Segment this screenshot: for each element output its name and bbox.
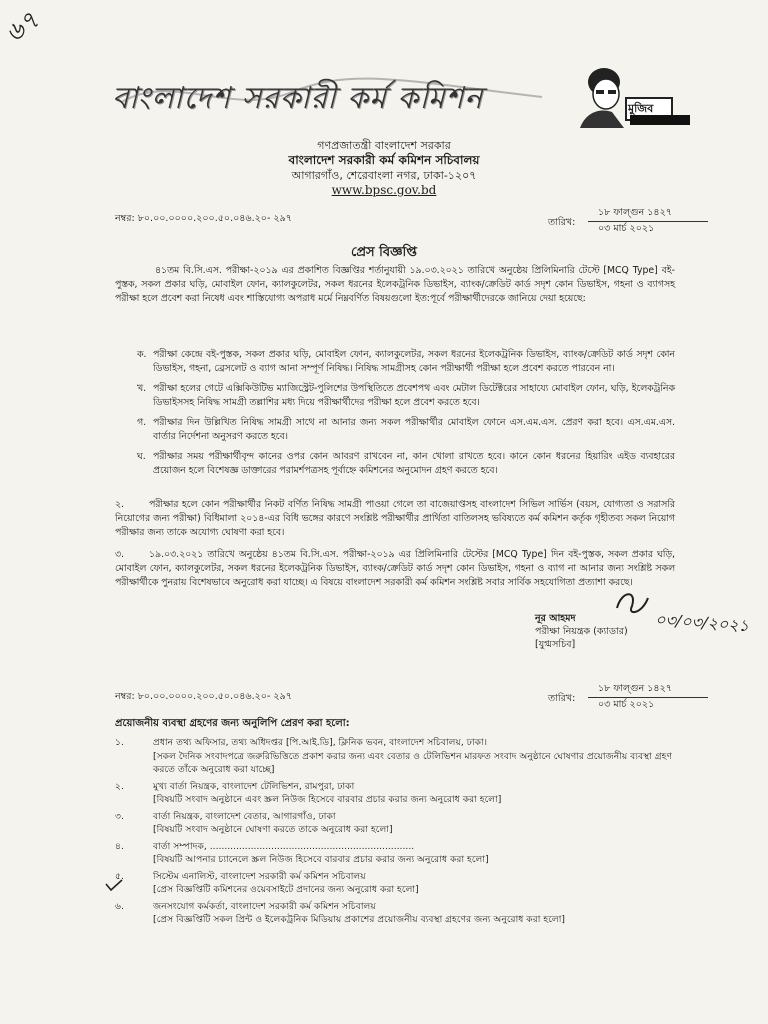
commission-banner <box>112 62 552 124</box>
cc-item <box>115 840 675 867</box>
document-title: প্রেস বিজ্ঞপ্তি <box>351 245 417 260</box>
banner-text: বাংলাদেশ সরকারী কর্ম কমিশন <box>112 81 484 116</box>
signatory-designation: পরীক্ষা নিয়ন্ত্রক (ক্যাডার) <box>535 626 628 637</box>
cc-number: ৬. <box>115 900 124 912</box>
cc-item <box>115 870 675 897</box>
restriction-list <box>115 348 675 478</box>
para-text: ১৯.০৩.২০২১ তারিখে অনুষ্ঠেয় ৪১তম বি.সি.এস. পরীক্ষা-২০১৯ এর প্রিলিমিনারি টেস্টের [MCQ Type] দিন বই-পুস্তক, সকল প্রকার ঘড়ি, মোবাইল ফোন, ক্যালকুলেটর, সকল ধরনের ইলেকট্রনিক ডিভাইস, ব্যাংক/ক্রেডিট কার্ড সদৃশ কোন ডিভাইস, গহনা ও ব্যাগ না আনার জন্য সংশ্লিষ্ট সকল পরীক্ষার্থীকে পুনরায় বিশেষভাবে অনুরোধ করা যাচ্ছে। এ বিষয়ে বাংলাদেশ সরকারী কর্ম কমিশন সংশ্লিষ্ট সবার সার্বিক সহযোগিতা প্রত্যাশা করছে। <box>115 549 675 588</box>
mujib-logo <box>572 60 692 130</box>
cc-item <box>115 780 675 807</box>
date-block <box>548 206 708 237</box>
list-item <box>115 416 675 444</box>
website-link[interactable]: www.bpsc.gov.bd <box>331 183 437 197</box>
date-block-2 <box>548 682 708 713</box>
date-english: ০৩ মার্চ ২০২১ <box>598 223 655 234</box>
cc-note: [সকল দৈনিক সংবাদপত্রে জরুরিভিত্তিতে প্রকাশ করার জন্য এবং বেতার ও টেলিভিশন মারফত সংবাদ অনুষ্ঠানে ঘোষণার প্রয়োজনীয় ব্যবস্থা গ্রহণ করতে তাঁকে অনুরোধ করা যাচ্ছে] <box>153 750 673 775</box>
cc-list <box>115 736 675 927</box>
signatory-rank: [যুগ্মসচিব] <box>535 639 576 650</box>
cc-item <box>115 736 675 777</box>
para-marker: ৩. <box>115 549 124 560</box>
cc-number: ৫. <box>115 870 124 882</box>
item-text: পরীক্ষা হলের গেটে এক্সিকিউটিভ ম্যাজিস্ট্রেট-পুলিশের উপস্থিতিতে প্রবেশপথ এবং মেটাল ডিটেক্টরের সাহায্যে মোবাইল ফোন, ঘড়ি, ইলেকট্রনিক ডিভাইসসহ নিষিদ্ধ সামগ্রী তল্লাশির মধ্য দিয়ে পরীক্ষার্থীদের পরীক্ষা হলে প্রবেশ করতে হবে। <box>153 383 675 408</box>
cc-number: ৩. <box>115 810 124 822</box>
cc-note: [বিষয়টি আপনার চ্যানেলে স্ক্রল নিউজ হিসেবে বারবার প্রচার করার জন্য অনুরোধ করা হলো] <box>153 854 489 865</box>
cc-note: [বিষয়টি সংবাদ অনুষ্ঠানে এবং স্ক্রল নিউজ হিসেবে বারবার প্রচার করার জন্য অনুরোধ করা হলো] <box>153 794 502 805</box>
para-marker: ২. <box>115 499 124 510</box>
date-bangla: ১৮ ফাল্গুন ১৪২৭ <box>598 207 672 218</box>
cc-item <box>115 810 675 837</box>
date-english: ০৩ মার্চ ২০২১ <box>598 699 655 710</box>
date-label: তারিখ: <box>548 693 576 704</box>
item-text: পরীক্ষার সময় পরীক্ষার্থীবৃন্দ কানের ওপর কোন আবরণ রাখবেন না, কান খোলা রাখতে হবে। কানে কোন ধরনের হিয়ারিং এইড ব্যবহারের প্রয়োজন হলে বিশেষজ্ঞ ডাক্তারের পরামর্শপত্রসহ পূর্বাহ্নে কমিশনের অনুমোদন গ্রহণ করতে হবে। <box>153 451 675 476</box>
item-marker: গ. <box>137 417 147 428</box>
cc-number: ২. <box>115 780 124 792</box>
cc-note: [প্রেস বিজ্ঞপ্তিটি কমিশনের ওয়েবসাইটে প্রদানের জন্য অনুরোধ করা হলো] <box>153 884 419 895</box>
list-item <box>115 348 675 376</box>
cc-number: ৪. <box>115 840 124 852</box>
cc-note: [প্রেস বিজ্ঞপ্তিটি সকল প্রিন্ট ও ইলেকট্রনিক মিডিয়ায় প্রকাশের প্রয়োজনীয় ব্যবস্থা গ্রহণের জন্য অনুরোধ করা হলো] <box>153 914 565 925</box>
letterhead <box>0 138 768 198</box>
intro-paragraph: ৪১তম বি.সি.এস. পরীক্ষা-২০১৯ এর প্রকাশিত বিজ্ঞপ্তির শর্তানুযায়ী ১৯.০৩.২০২১ তারিখে অনুষ্ঠেয় প্রিলিমিনারি টেস্টে [MCQ Type] বই-পুস্তক, সকল প্রকার ঘড়ি, মোবাইল ফোন, ক্যালকুলেটর, সকল ধরনের ইলেকট্রনিক ডিভাইস, ব্যাংক/ক্রেডিট কার্ড সদৃশ কোন ডিভাইস, গহনা ও ব্যাগসহ পরীক্ষা হলে প্রবেশ করা নিষেধ এবং শাস্তিযোগ্য অপরাধ মর্মে নিম্নবর্ণিত বিষয়গুলো ইত:পূর্বে পরীক্ষার্থীদেরকে জানিয়ে দেয়া হয়েছে: <box>115 265 675 304</box>
cc-recipient: সিস্টেম এনালিস্ট, বাংলাদেশ সরকারী কর্ম কমিশন সচিবালয় <box>153 870 366 882</box>
item-text: পরীক্ষা কেন্দ্রে বই-পুস্তক, সকল প্রকার ঘড়ি, মোবাইল ফোন, ক্যালকুলেটর, সকল ধরনের ইলেকট্রনিক ডিভাইস, ব্যাংক/ক্রেডিট কার্ড সদৃশ কোন ডিভাইস, গহনা, ব্রেসলেট ও ব্যাগ আনা সম্পূর্ণ নিষিদ্ধ। নিষিদ্ধ সামগ্রীসহ কোন পরীক্ষার্থী পরীক্ষা হলে প্রবেশ করতে পারবেন না। <box>153 349 675 374</box>
logo-text: মুজিব <box>628 102 654 115</box>
memo-number-2: নম্বর: ৮০.০০.০০০০.২০০.৫০.০৪৬.২০- ২৯৭ <box>115 691 292 702</box>
item-marker: খ. <box>137 383 147 394</box>
cc-recipient: জনসংযোগ কর্মকর্তা, বাংলাদেশ সরকারী কর্ম কমিশন সচিবালয় <box>153 900 376 912</box>
handwritten-page-mark: ৬৭ <box>0 5 45 50</box>
paragraph-2 <box>115 498 675 540</box>
paragraph-3 <box>115 548 675 590</box>
item-marker: ঘ. <box>137 451 146 462</box>
cc-heading: প্রয়োজনীয় ব্যবস্থা গ্রহণের জন্য অনুলিপি প্রেরণ করা হলো: <box>115 718 350 729</box>
memo-number: নম্বর: ৮০.০০.০০০০.২০০.৫০.০৪৬.২০- ২৯৭ <box>115 213 292 224</box>
signature-date: ০৩/০৩/২০২১ <box>654 609 750 636</box>
address: আগারগাঁও, শেরেবাংলা নগর, ঢাকা-১২০৭ <box>291 169 477 182</box>
secretariat-name: বাংলাদেশ সরকারী কর্ম কমিশন সচিবালয় <box>288 153 480 167</box>
signatory-name: নূর আহমদ <box>535 613 576 624</box>
para-text: পরীক্ষার হলে কোন পরীক্ষার্থীর নিকট বর্ণিত নিষিদ্ধ সামগ্রী পাওয়া গেলে তা বাজেয়াপ্তসহ বাংলাদেশ সিভিল সার্ভিস (বয়স, যোগ্যতা ও সরাসরি নিয়োগের জন্য পরীক্ষা) বিধিমালা ২০১৪-এর বিধি ভঙ্গের কারণে সংশ্লিষ্ট পরীক্ষার্থীর প্রার্থিতা বাতিলসহ ভবিষ্যতে কর্ম কমিশন কর্তৃক গৃহীতব্য সকল নিয়োগ পরীক্ষার জন্য তাকে অযোগ্য ঘোষণা করা হবে। <box>115 499 675 538</box>
cc-recipient: মুখ্য বার্তা নিয়ন্ত্রক, বাংলাদেশ টেলিভিশন, রামপুরা, ঢাকা <box>153 780 355 792</box>
cc-recipient: বার্তা নিয়ন্ত্রক, বাংলাদেশ বেতার, আগারগাঁও, ঢাকা <box>153 810 336 822</box>
item-text: পরীক্ষার দিন উল্লিখিত নিষিদ্ধ সামগ্রী সাথে না আনার জন্য সকল পরীক্ষার্থীর মোবাইল ফোনে এস.এম.এস. প্রেরণ করা হবে। এস.এম.এস. বার্তার নির্দেশনা অনুসরণ করতে হবে। <box>153 417 675 442</box>
cc-note: [বিষয়টি সংবাদ অনুষ্ঠানে ঘোষণা করতে তাকে অনুরোধ করা হলো] <box>153 824 393 835</box>
list-item <box>115 450 675 478</box>
date-bangla: ১৮ ফাল্গুন ১৪২৭ <box>598 683 672 694</box>
cc-number: ১. <box>115 737 124 748</box>
item-marker: ক. <box>137 349 147 360</box>
cc-item <box>115 900 675 927</box>
date-label: তারিখ: <box>548 217 576 228</box>
portrait-icon <box>572 60 692 130</box>
signature-block <box>535 612 715 651</box>
cc-recipient: বার্তা সম্পাদক, ...................................................................... <box>153 840 415 852</box>
list-item <box>115 382 675 410</box>
cc-recipient: প্রধান তথ্য অফিসার, তথ্য অধিদপ্তর [পি.আই.ডি], ক্লিনিক ভবন, বাংলাদেশ সচিবালয়, ঢাকা। <box>153 737 488 748</box>
govt-name: গণপ্রজাতন্ত্রী বাংলাদেশ সরকার <box>317 139 451 152</box>
